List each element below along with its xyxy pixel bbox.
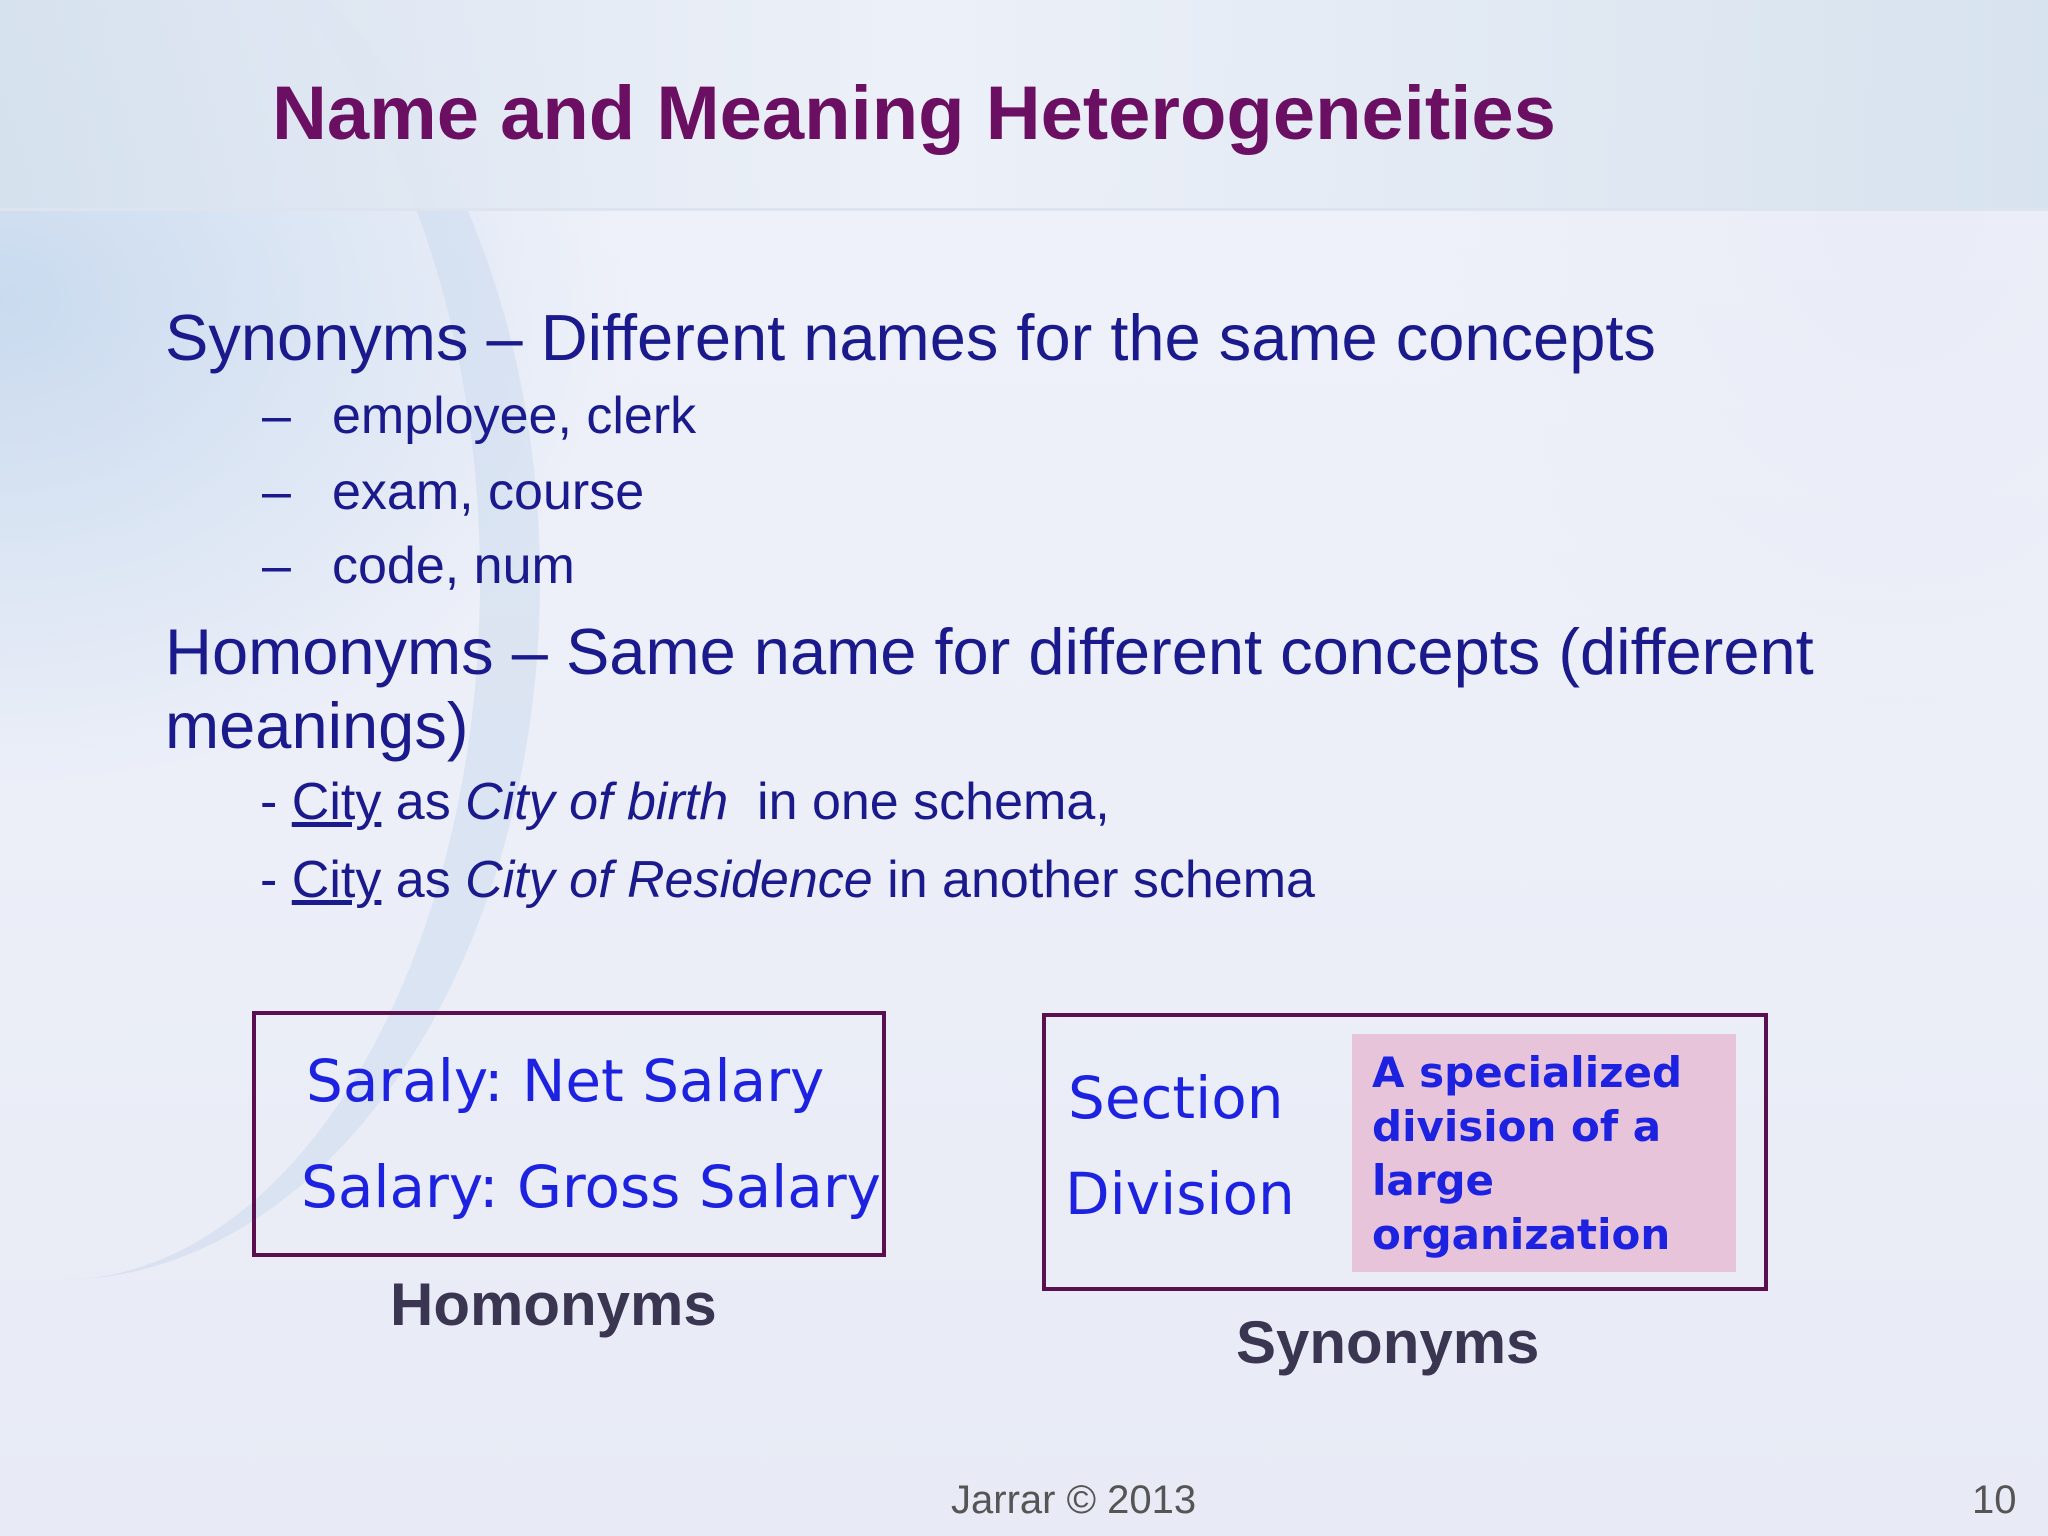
homonyms-caption: Homonyms [390, 1271, 717, 1338]
bullet-dash: – [262, 387, 291, 445]
slide-title: Name and Meaning Heterogeneities [272, 71, 1556, 156]
definition-line: large [1372, 1156, 1495, 1205]
example-term: City [291, 851, 382, 909]
definition-line: division of a [1372, 1102, 1662, 1151]
example-prefix: - [260, 773, 292, 831]
synonym-example [262, 462, 644, 522]
bullet-dash: – [262, 537, 291, 595]
homonym-example [260, 850, 1315, 910]
homonyms-heading-line1: Homonyms – Same name for different concepts (different [165, 615, 1814, 688]
homonym-box-line2: Salary: Gross Salary [301, 1153, 881, 1221]
definition-line: organization [1372, 1210, 1671, 1259]
homonym-example [260, 772, 1110, 832]
definition-box [1352, 1034, 1736, 1272]
synonym-term-section: Section [1068, 1064, 1284, 1132]
homonyms-heading-line2: meanings) [165, 689, 469, 762]
example-meaning: City of birth [465, 773, 729, 831]
synonym-example [262, 536, 575, 596]
synonyms-caption: Synonyms [1236, 1309, 1540, 1376]
synonym-example-text: exam, course [332, 463, 645, 521]
example-connector: as [381, 851, 466, 909]
page-number: 10 [1972, 1478, 2017, 1522]
homonym-box-line1: Saraly: Net Salary [306, 1047, 825, 1115]
synonym-example-text: code, num [332, 537, 575, 595]
example-term: City [291, 773, 382, 831]
example-suffix: in one schema, [728, 773, 1110, 831]
example-meaning: City of Residence [465, 851, 873, 909]
example-prefix: - [260, 851, 292, 909]
footer-copyright: Jarrar © 2013 [951, 1478, 1197, 1522]
synonyms-heading: Synonyms – Different names for the same concepts [165, 301, 1656, 374]
bullet-dash: – [262, 463, 291, 521]
example-suffix: in another schema [872, 851, 1315, 909]
example-connector: as [381, 773, 466, 831]
definition-line: A specialized [1372, 1048, 1683, 1097]
synonym-term-division: Division [1065, 1160, 1295, 1228]
synonym-example-text: employee, clerk [332, 387, 697, 445]
synonym-example [262, 386, 696, 446]
